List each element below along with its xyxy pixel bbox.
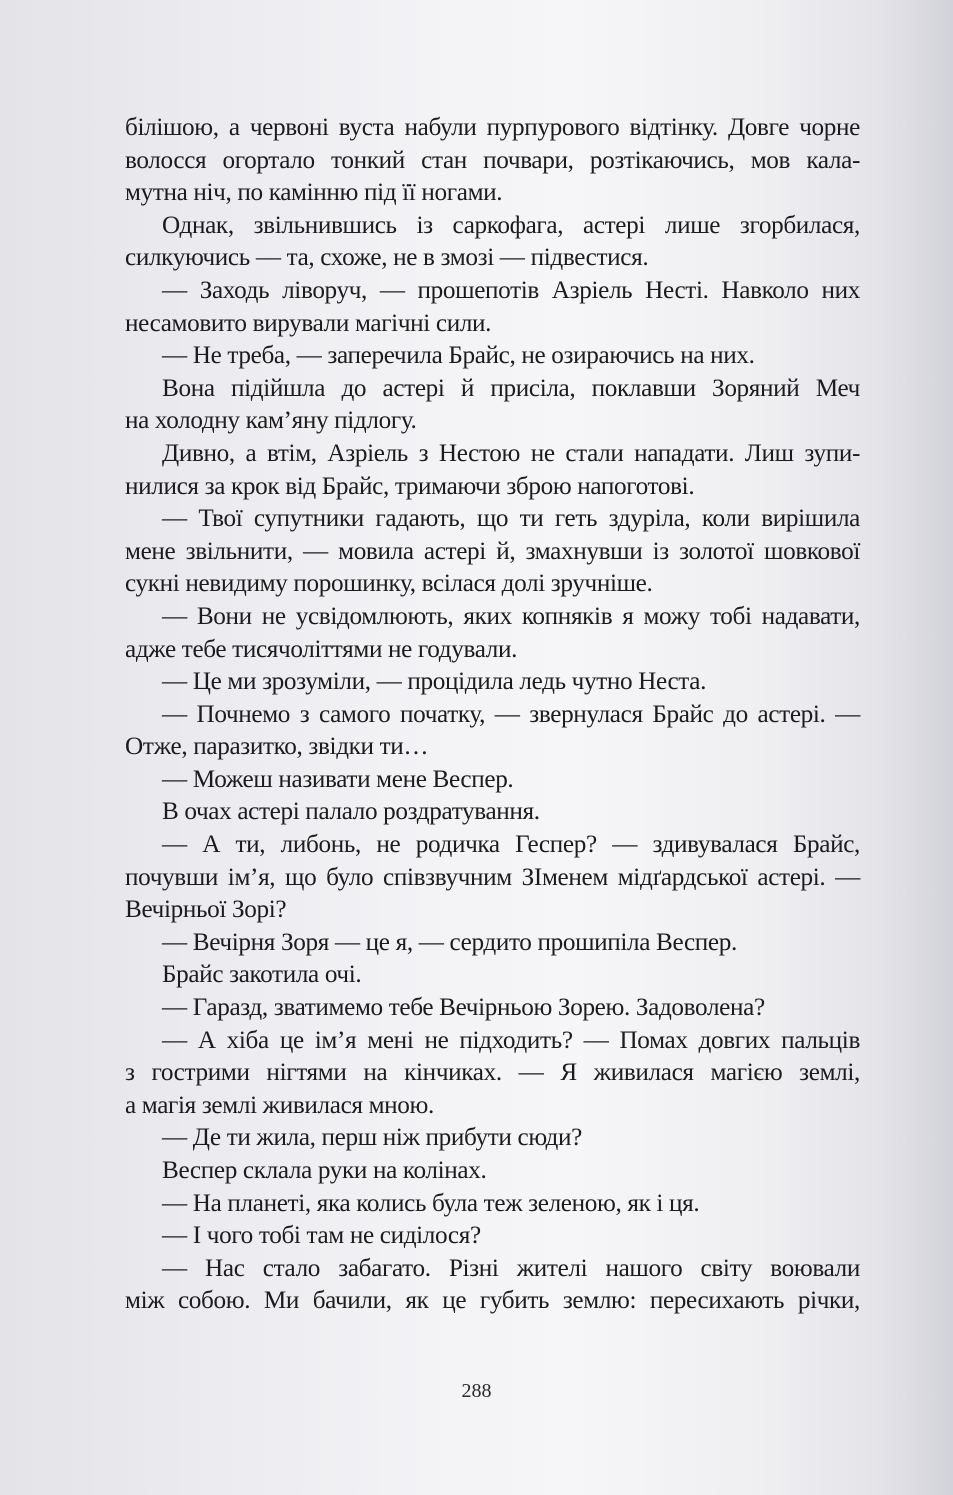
text-line: з гострими нігтями на кінчиках. — Я живилася магією землі, <box>125 1059 860 1087</box>
text-line: — Почнемо з самого початку, — звернулася Брайс до астері. — <box>162 700 860 728</box>
text-line: нилися за крок від Брайс, тримаючи зброю напоготові. <box>125 472 695 500</box>
text-line: Веспер склала руки на колінах. <box>162 1157 487 1184</box>
text-line: волосся огортало тонкий стан почвари, розтікаючись, мов кала- <box>125 146 860 174</box>
text-line: сукні невидиму порошинку, всілася долі зручніше. <box>125 570 653 598</box>
text-line: мене звільнити, — мовила астері й, змахнувши із золотої шовкової <box>125 537 860 565</box>
text-line: — Вечірня Зоря — це я, — сердито прошипіла Веспер. <box>162 928 737 956</box>
text-line: мутна ніч, по камінню під її ногами. <box>125 179 503 207</box>
text-line: — А хіба це ім’я мені не підходить? — Помах довгих пальців <box>162 1026 860 1054</box>
text-line: між собою. Ми бачили, як це губить землю: пересихають річки, <box>125 1287 860 1315</box>
text-line: силкуючись — та, схоже, не в змозі — підвестися. <box>125 244 649 272</box>
text-line: — А ти, либонь, не родичка Геспер? — здивувалася Брайс, <box>162 831 860 859</box>
page-number: 288 <box>461 1380 492 1402</box>
book-page-text <box>125 112 860 1318</box>
text-line: — Гаразд, зватимемо тебе Вечірньою Зорею. Задоволена? <box>162 994 765 1022</box>
text-line: — Де ти жила, перш ніж прибути сюди? <box>162 1124 582 1152</box>
text-line: — Вони не усвідомлюють, яких копняків я можу тобі надавати, <box>162 602 860 630</box>
text-line: Брайс закотила очі. <box>162 961 362 989</box>
text-line: Вона підійшла до астері й присіла, поклавши Зоряний Меч <box>162 374 860 402</box>
text-line: несамовито вирували магічні сили. <box>125 309 492 337</box>
text-line: — Можеш називати мене Веспер. <box>162 765 514 793</box>
text-line: а магія землі живилася мною. <box>125 1091 434 1119</box>
text-line: — На планеті, яка колись була теж зеленою, як і ця. <box>162 1189 700 1217</box>
text-line: Однак, звільнившись із саркофага, астері лише згорбилася, <box>162 211 860 239</box>
text-line: почувши ім’я, що було співзвучним ЗІменем мідґардської астері. — <box>125 863 860 891</box>
text-line: В очах астері палало роздратування. <box>162 798 540 826</box>
text-line: Вечірньої Зорі? <box>125 896 287 924</box>
text-line: Отже, паразитко, звідки ти… <box>125 733 429 761</box>
text-line: — І чого тобі там не сиділося? <box>162 1222 481 1250</box>
text-line: — Це ми зрозуміли, — процідила ледь чутно Неста. <box>162 668 707 696</box>
text-line: — Не треба, — заперечила Брайс, не озираючись на них. <box>162 342 755 370</box>
text-line: — Заходь ліворуч, — прошепотів Азріель Несті. Навколо них <box>162 276 860 304</box>
text-line: — Нас стало забагато. Різні жителі нашого світу воювали <box>162 1254 860 1282</box>
text-line: Дивно, а втім, Азріель з Нестою не стали нападати. Лиш зупи- <box>162 439 860 467</box>
text-line: білішою, а червоні вуста набули пурпурового відтінку. Довге чорне <box>125 114 860 141</box>
text-line: адже тебе тисячоліттями не годували. <box>125 635 518 663</box>
text-line: — Твої супутники гадають, що ти геть здуріла, коли вирішила <box>162 505 860 533</box>
text-line: на холодну кам’яну підлогу. <box>125 407 417 435</box>
